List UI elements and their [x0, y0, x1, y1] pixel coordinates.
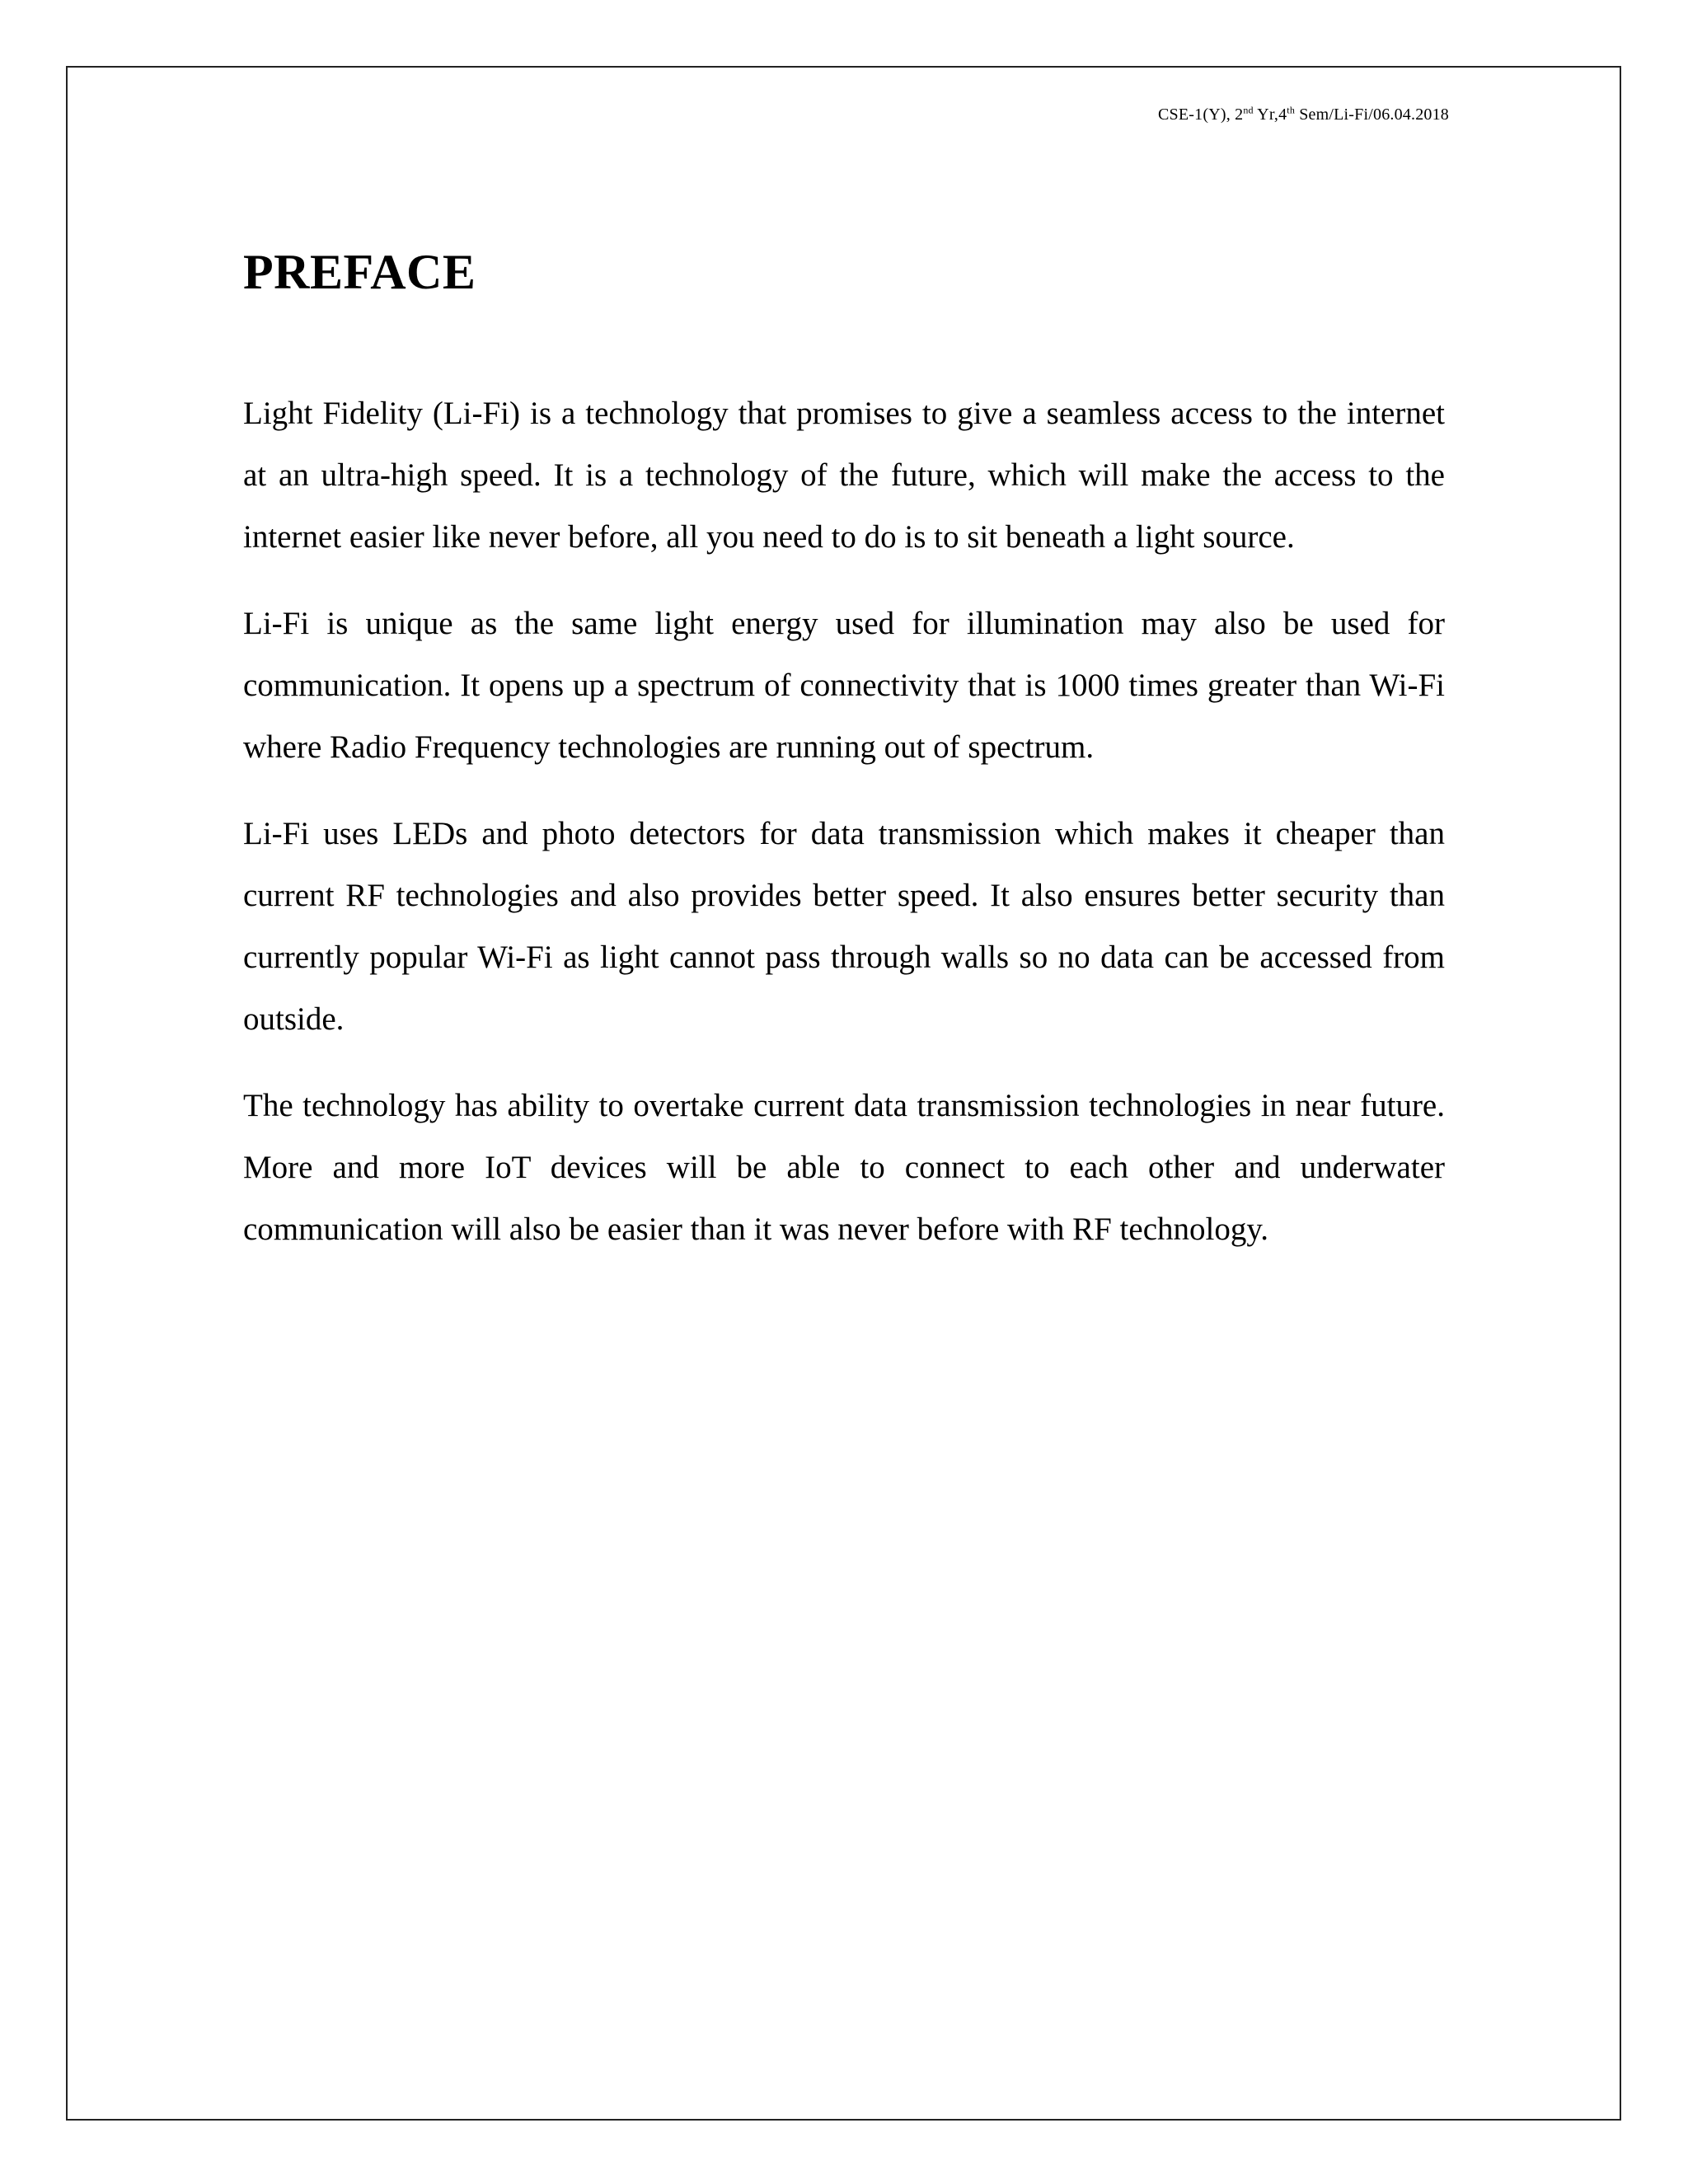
- document-reference: [1158, 105, 1449, 124]
- ref-prefix: CSE-1(Y), 2: [1158, 105, 1244, 124]
- paragraph-3: Li-Fi uses LEDs and photo detectors for data transmission which makes it cheaper than current RF technologies and also provides better speed. It also ensures better security than currently popular Wi-Fi as light cannot pass through walls so no data can be accessed from outside.: [243, 816, 1445, 1037]
- paragraph-2: Li-Fi is unique as the same light energy used for illumination may also be used for communication. It opens up a spectrum of connectivity that is 1000 times greater than Wi-Fi where Radio Frequency technologies are running out of spectrum.: [243, 606, 1445, 765]
- ref-middle: Yr,4: [1253, 105, 1287, 124]
- paragraph-4: The technology has ability to overtake current data transmission technologies in near future. More and more IoT devices will be able to connect to each other and underwater communication will also be easier than it was never before with RF technology.: [243, 1088, 1445, 1247]
- paragraph-1: Light Fidelity (Li-Fi) is a technology that promises to give a seamless access to the internet at an ultra-high speed. It is a technology of the future, which will make the access to the internet easier like never before, all you need to do is to sit beneath a light source.: [243, 396, 1445, 555]
- ref-suffix: Sem/Li-Fi/06.04.2018: [1295, 105, 1449, 124]
- ref-superscript-th: th: [1287, 104, 1296, 116]
- ref-superscript-nd: nd: [1243, 104, 1254, 116]
- page-title: PREFACE: [243, 245, 476, 299]
- preface-body: [243, 382, 1445, 1285]
